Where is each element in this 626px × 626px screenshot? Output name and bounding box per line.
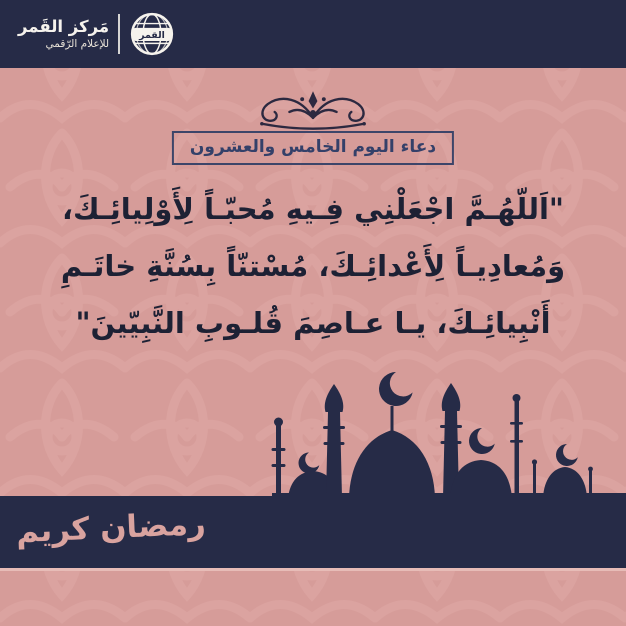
globe-icon	[129, 10, 175, 58]
crescent-moon-icon	[469, 428, 495, 454]
crescent-moon-icon	[299, 453, 320, 474]
dua-text-block	[20, 181, 606, 352]
damask-ornament-icon	[254, 88, 372, 130]
dua-line-3: أَنْبِيائِـكَ، يـا عـاصِمَ قُلـوبِ النَّبِيّينَ"	[75, 306, 551, 340]
day-title-box	[172, 131, 454, 165]
logo-divider	[118, 14, 120, 54]
brand-logo	[18, 9, 175, 59]
day-title: دعاء اليوم الخامس والعشرون	[189, 137, 437, 157]
globe-banner-text: القمر	[139, 29, 165, 41]
crescent-moon-icon	[556, 444, 578, 466]
brand-title: مَركز القَمر	[18, 16, 110, 36]
dua-line-2: وَمُعادِيـاً لِأَعْدائِـكَ، مُسْتنّاً بِسُنَّةِ خاتَـمِ	[60, 249, 566, 283]
top-header-band	[0, 0, 626, 68]
brand-text	[18, 18, 109, 51]
mosque-silhouette	[250, 370, 626, 498]
footer-strip	[0, 496, 626, 571]
ramadan-kareem-calligraphy: رمضان كريم	[15, 505, 207, 551]
brand-subtitle: للإعلام الرّقمي	[45, 37, 110, 50]
dua-line-1: "اَللّهُـمَّ اجْعَلْنِي فِـيهِ مُحبّـاً لِأَوْلِيائِـكَ،	[61, 192, 565, 226]
crescent-moon-icon	[379, 372, 413, 406]
